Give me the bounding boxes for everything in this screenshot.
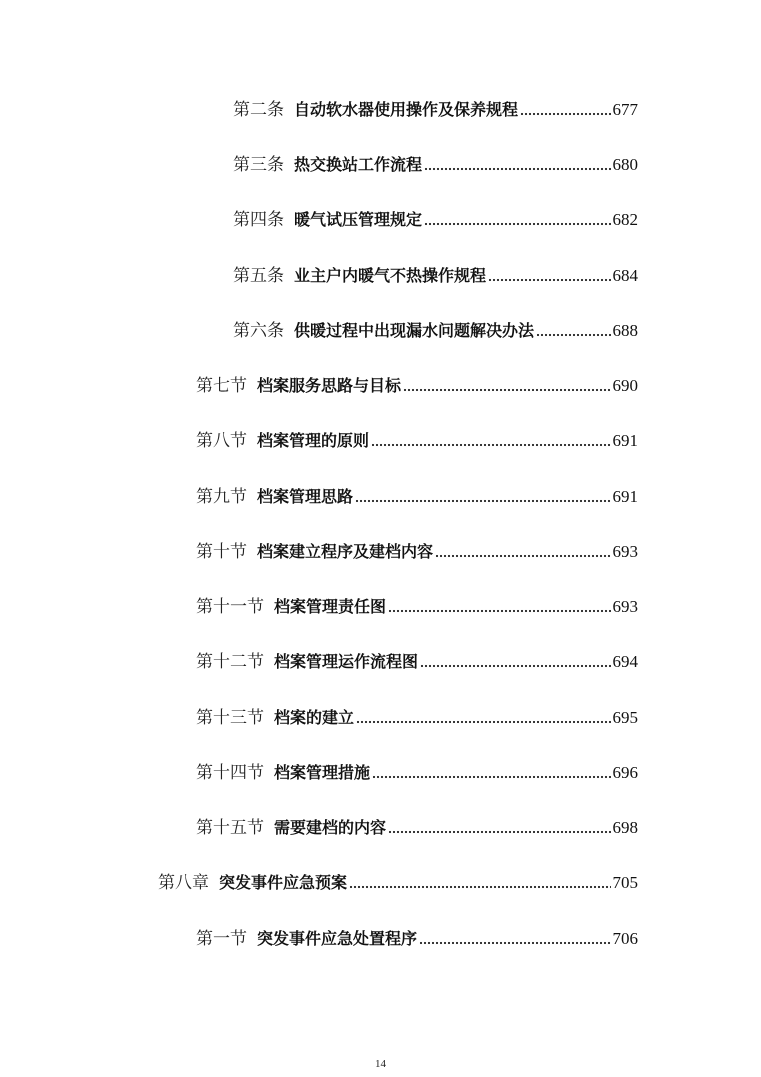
- toc-entry[interactable]: [196, 485, 638, 509]
- toc-dot-leader: [372, 775, 610, 779]
- toc-entry-title: 需要建档的内容: [274, 818, 387, 837]
- toc-entry-title: 档案管理的原则: [257, 431, 370, 450]
- toc-entry-title: 自动软水器使用操作及保养规程: [294, 100, 519, 119]
- toc-entry-title: 档案管理运作流程图: [274, 652, 419, 671]
- toc-entry-label: 第八章: [158, 873, 209, 892]
- toc-entry-page: 696: [612, 763, 638, 782]
- toc-entry-title: 突发事件应急预案: [219, 873, 348, 892]
- toc-dot-leader: [419, 941, 610, 945]
- toc-entry-page: 695: [612, 708, 638, 727]
- toc-entry-label: 第五条: [233, 266, 284, 285]
- toc-entry-page: 684: [612, 266, 638, 285]
- toc-entry-page: 693: [612, 597, 638, 616]
- toc-entry[interactable]: [196, 595, 638, 619]
- toc-entry[interactable]: [233, 319, 638, 343]
- toc-entry[interactable]: [233, 98, 638, 122]
- toc-entry-title: 档案管理责任图: [274, 597, 387, 616]
- page-number: 14: [375, 1058, 386, 1070]
- toc-entry[interactable]: [233, 153, 638, 177]
- toc-entry-title: 档案的建立: [274, 708, 355, 727]
- toc-dot-leader: [349, 885, 610, 889]
- toc-entry-title: 供暖过程中出现漏水问题解决办法: [294, 321, 535, 340]
- toc-entry[interactable]: [196, 650, 638, 674]
- toc-entry-title: 档案服务思路与目标: [257, 376, 402, 395]
- toc-dot-leader: [388, 830, 610, 834]
- toc-entry-page: 691: [612, 431, 638, 450]
- toc-entry[interactable]: [233, 208, 638, 232]
- toc-entry[interactable]: [233, 264, 638, 288]
- toc-entry-label: 第十三节: [196, 708, 264, 727]
- toc-entry[interactable]: [196, 761, 638, 785]
- toc-entry[interactable]: [196, 374, 638, 398]
- toc-entry-page: 705: [612, 873, 638, 892]
- toc-entry-page: 691: [612, 487, 638, 506]
- toc-entry-page: 680: [612, 155, 638, 174]
- toc-dot-leader: [424, 167, 610, 171]
- toc-entry-label: 第十五节: [196, 818, 264, 837]
- toc-entry-title: 档案建立程序及建档内容: [257, 542, 434, 561]
- toc-dot-leader: [435, 554, 610, 558]
- toc-entry-page: 688: [612, 321, 638, 340]
- toc-dot-leader: [536, 333, 610, 337]
- toc-entry-label: 第十四节: [196, 763, 264, 782]
- toc-entry[interactable]: [196, 540, 638, 564]
- toc-entry-title: 突发事件应急处置程序: [257, 929, 418, 948]
- toc-dot-leader: [388, 609, 610, 613]
- toc-entry[interactable]: [196, 706, 638, 730]
- toc-entry-label: 第十节: [196, 542, 247, 561]
- toc-entry-label: 第十一节: [196, 597, 264, 616]
- toc-entry[interactable]: [196, 429, 638, 453]
- toc-dot-leader: [371, 443, 610, 447]
- toc-dot-leader: [420, 664, 610, 668]
- toc-dot-leader: [356, 720, 610, 724]
- toc-entry-label: 第六条: [233, 321, 284, 340]
- toc-entry-page: 682: [612, 210, 638, 229]
- toc-entry[interactable]: [158, 871, 638, 895]
- toc-entry-label: 第三条: [233, 155, 284, 174]
- toc-entry-title: 业主户内暖气不热操作规程: [294, 266, 487, 285]
- toc-dot-leader: [520, 112, 610, 116]
- toc-entry-title: 档案管理思路: [257, 487, 354, 506]
- toc-entry-label: 第八节: [196, 431, 247, 450]
- toc-dot-leader: [355, 499, 610, 503]
- toc-entry-page: 693: [612, 542, 638, 561]
- toc-entry-title: 暖气试压管理规定: [294, 210, 423, 229]
- toc-entry-page: 698: [612, 818, 638, 837]
- toc-entry-page: 694: [612, 652, 638, 671]
- toc-dot-leader: [424, 222, 610, 226]
- toc-entry-label: 第九节: [196, 487, 247, 506]
- toc-entry-label: 第十二节: [196, 652, 264, 671]
- toc-entry-label: 第七节: [196, 376, 247, 395]
- toc-entry-label: 第四条: [233, 210, 284, 229]
- toc-entry[interactable]: [196, 816, 638, 840]
- toc-entry-title: 热交换站工作流程: [294, 155, 423, 174]
- toc-dot-leader: [488, 278, 610, 282]
- toc-entry-page: 706: [612, 929, 638, 948]
- toc-entry-label: 第一节: [196, 929, 247, 948]
- toc-entry-title: 档案管理措施: [274, 763, 371, 782]
- toc-entry[interactable]: [196, 927, 638, 951]
- toc-dot-leader: [403, 388, 610, 392]
- toc-entry-page: 690: [612, 376, 638, 395]
- toc-entry-label: 第二条: [233, 100, 284, 119]
- toc-entry-page: 677: [612, 100, 638, 119]
